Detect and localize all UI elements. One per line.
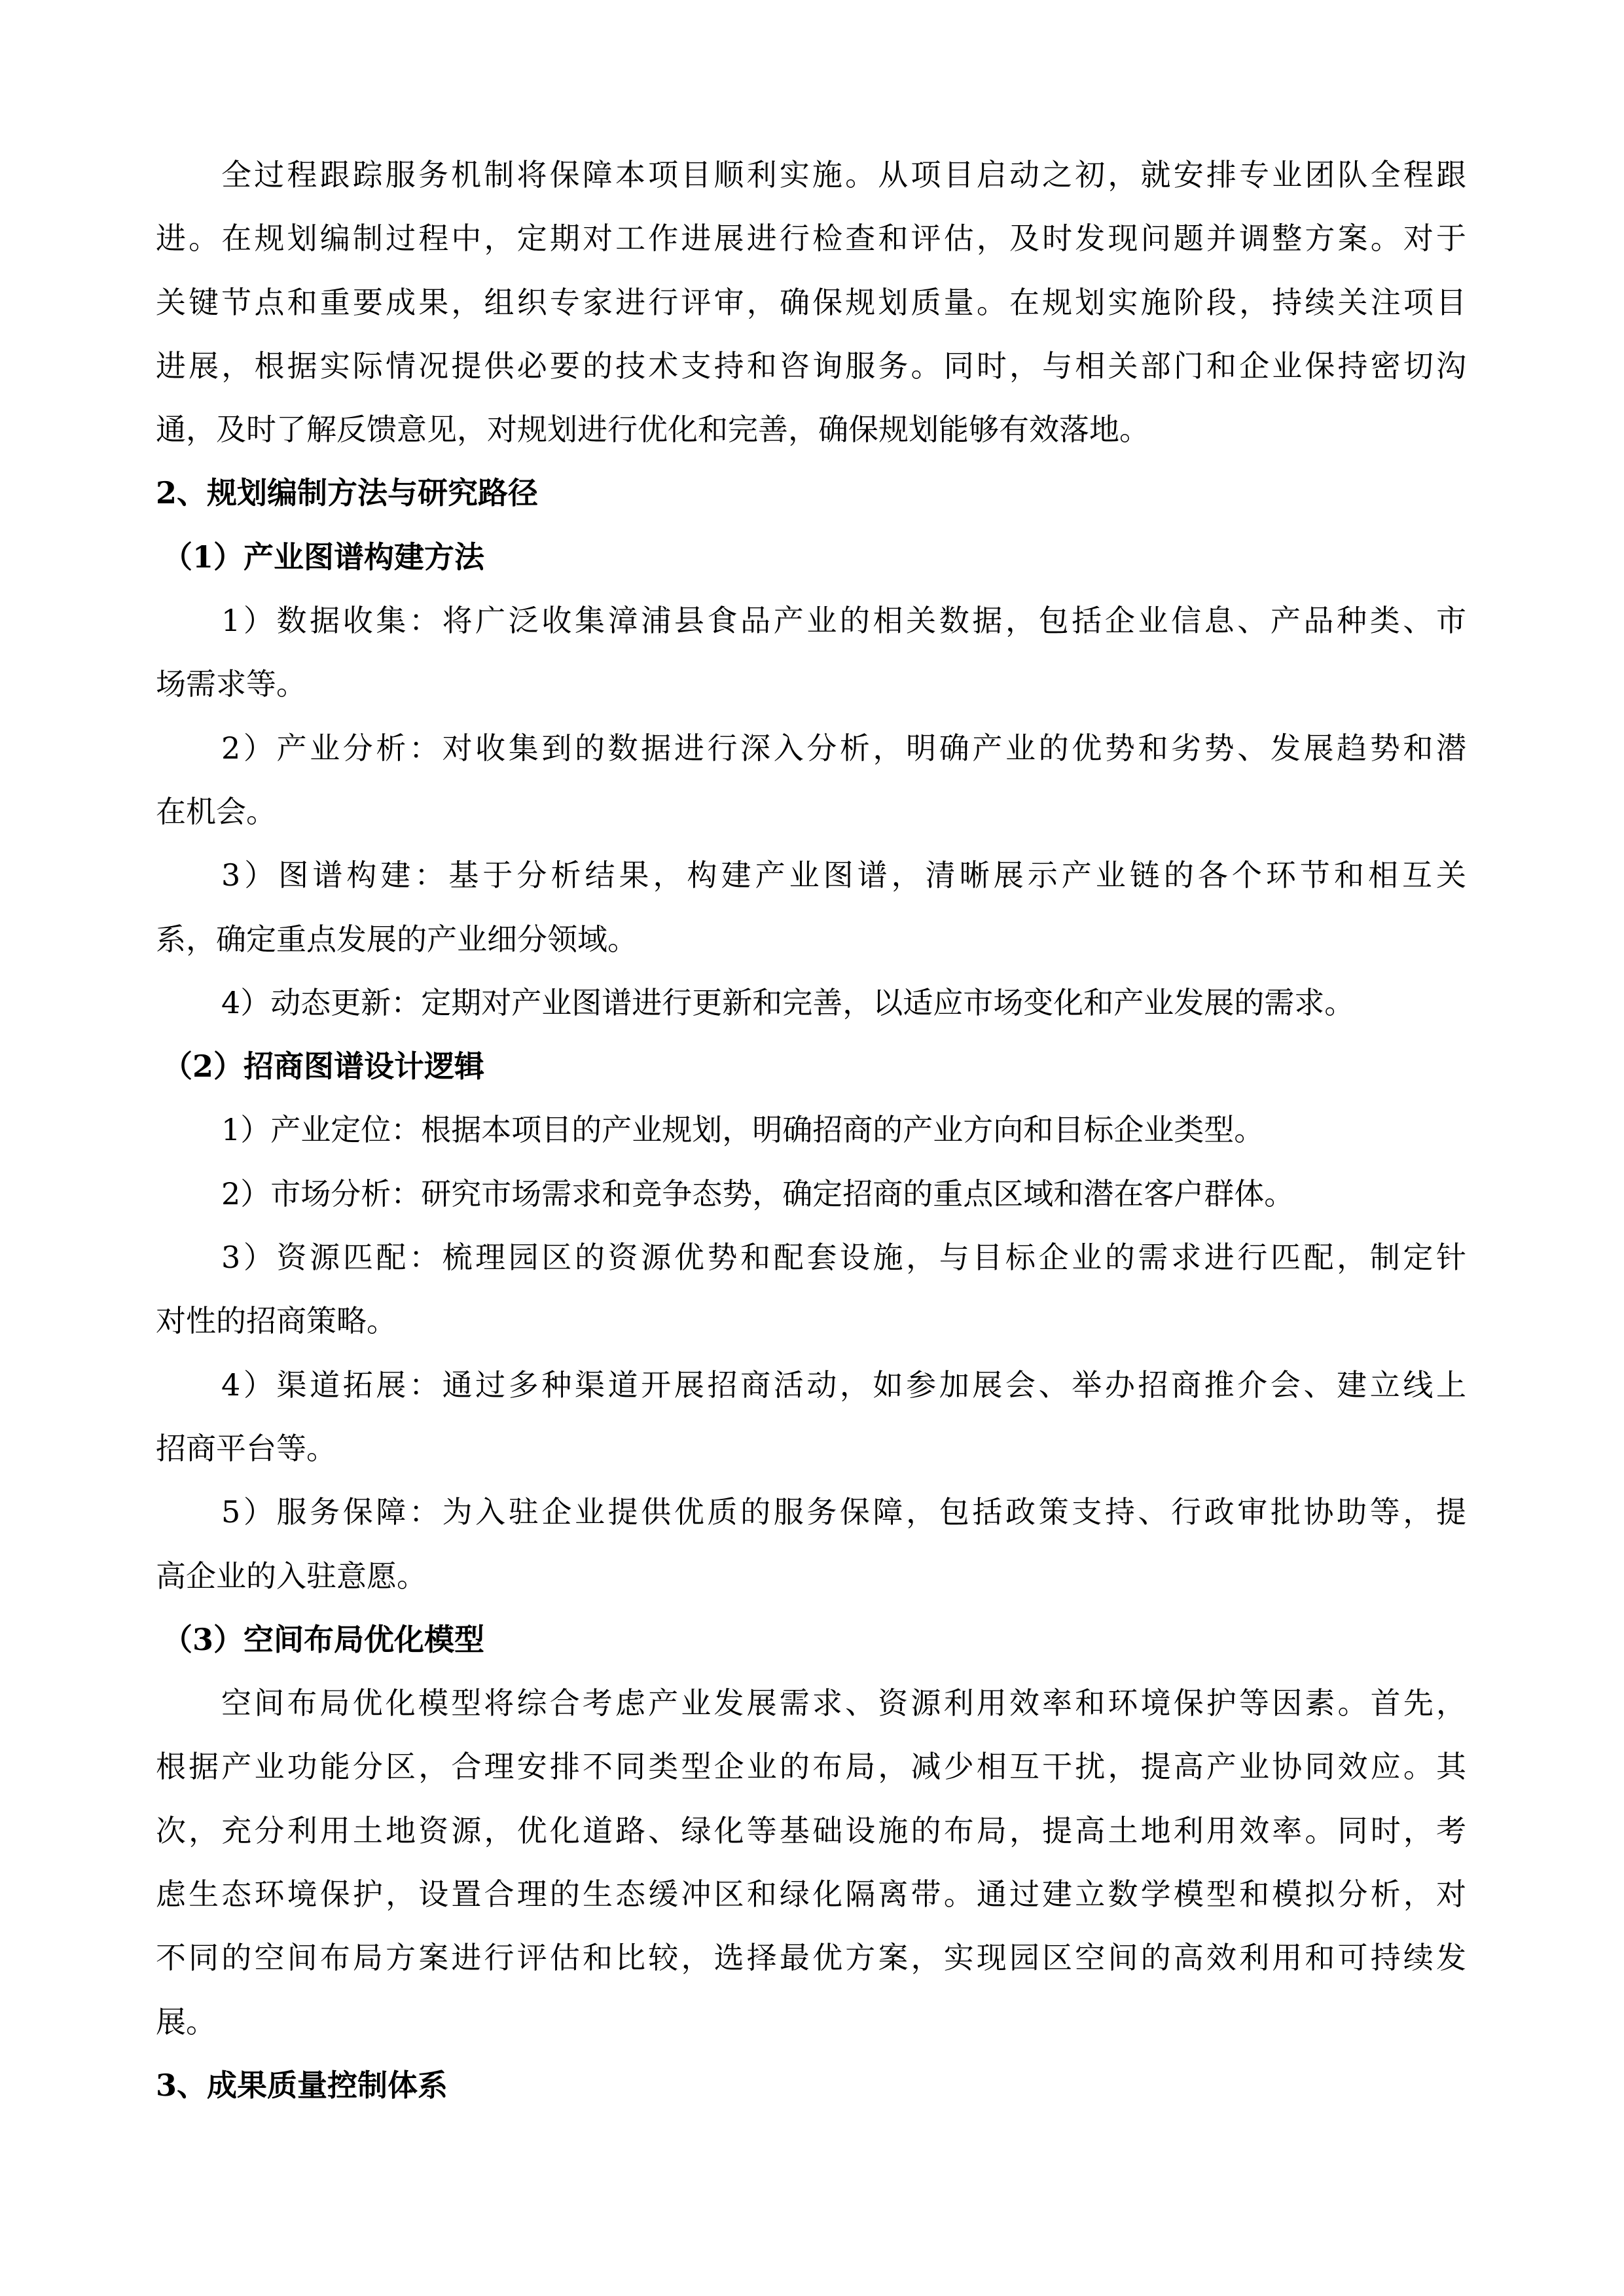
- section-heading: 3、成果质量控制体系: [156, 2067, 448, 2103]
- list-item: [156, 1480, 1466, 1608]
- paragraph-line: 虑生态环境保护，设置合理的生态缓冲区和绿化隔离带。通过建立数学模型和模拟分析，对: [156, 1876, 1466, 1912]
- document-page: [156, 143, 1466, 2117]
- paragraph-line: 对性的招商策略。: [156, 1303, 397, 1339]
- paragraph-line: 2）产业分析：对收集到的数据进行深入分析，明确产业的优势和劣势、发展趋势和潜: [221, 730, 1466, 766]
- paragraph-line: 次，充分利用土地资源，优化道路、绿化等基础设施的布局，提高土地利用效率。同时，考: [156, 1812, 1466, 1848]
- subsection-investment-map: [156, 1035, 1466, 1608]
- list-item: [156, 1354, 1466, 1481]
- section-2: [156, 461, 1466, 2053]
- paragraph-line: 全过程跟踪服务机制将保障本项目顺利实施。从项目启动之初，就安排专业团队全程跟: [221, 157, 1466, 192]
- paragraph-line: 系，确定重点发展的产业细分领域。: [156, 921, 638, 957]
- paragraph-line: 5）服务保障：为入驻企业提供优质的服务保障，包括政策支持、行政审批协助等，提: [221, 1494, 1466, 1530]
- list-item: [156, 1162, 1466, 1226]
- list-item: [156, 589, 1466, 717]
- paragraph-line: 在机会。: [156, 793, 276, 829]
- paragraph-line: 3）图谱构建：基于分析结果，构建产业图谱，清晰展示产业链的各个环节和相互关: [221, 857, 1466, 893]
- paragraph-line: 进。在规划编制过程中，定期对工作进展进行检查和评估，及时发现问题并调整方案。对于: [156, 221, 1466, 257]
- intro-paragraph: [156, 143, 1466, 461]
- section-3: [156, 2054, 1466, 2117]
- paragraph-line: 高企业的入驻意愿。: [156, 1558, 427, 1594]
- subsection-industry-map: [156, 526, 1466, 1035]
- paragraph-line: 展。: [156, 2003, 216, 2039]
- list-item: [156, 844, 1466, 971]
- subsection-heading: （1）产业图谱构建方法: [162, 539, 485, 575]
- spatial-layout-paragraph: [156, 1672, 1466, 2054]
- paragraph-line: 招商平台等。: [156, 1430, 336, 1466]
- subsection-heading: （3）空间布局优化模型: [162, 1621, 485, 1657]
- paragraph-line: 关键节点和重要成果，组织专家进行评审，确保规划质量。在规划实施阶段，持续关注项目: [156, 284, 1466, 320]
- paragraph-line: 4）渠道拓展：通过多种渠道开展招商活动，如参加展会、举办招商推介会、建立线上: [221, 1367, 1466, 1403]
- paragraph-line: 2）市场分析：研究市场需求和竞争态势，确定招商的重点区域和潜在客户群体。: [221, 1175, 1295, 1211]
- paragraph-line: 4）动态更新：定期对产业图谱进行更新和完善，以适应市场变化和产业发展的需求。: [221, 984, 1355, 1020]
- paragraph-line: 根据产业功能分区，合理安排不同类型企业的布局，减少相互干扰，提高产业协同效应。其: [156, 1749, 1466, 1785]
- paragraph-line: 1）产业定位：根据本项目的产业规划，明确招商的产业方向和目标企业类型。: [221, 1112, 1265, 1148]
- list-item: [156, 1098, 1466, 1162]
- paragraph-line: 1）数据收集：将广泛收集漳浦县食品产业的相关数据，包括企业信息、产品种类、市: [221, 603, 1466, 639]
- list-item: [156, 971, 1466, 1035]
- list-item: [156, 717, 1466, 844]
- subsection-spatial-layout: [156, 1608, 1466, 2054]
- section-heading: 2、规划编制方法与研究路径: [156, 475, 539, 511]
- paragraph-line: 3）资源匹配：梳理园区的资源优势和配套设施，与目标企业的需求进行匹配，制定针: [221, 1240, 1466, 1276]
- paragraph-line: 场需求等。: [156, 666, 306, 702]
- paragraph-line: 进展，根据实际情况提供必要的技术支持和咨询服务。同时，与相关部门和企业保持密切沟: [156, 348, 1466, 384]
- subsection-heading: （2）招商图谱设计逻辑: [162, 1049, 485, 1085]
- list-item: [156, 1226, 1466, 1354]
- paragraph-line: 通，及时了解反馈意见，对规划进行优化和完善，确保规划能够有效落地。: [156, 412, 1149, 448]
- paragraph-line: 空间布局优化模型将综合考虑产业发展需求、资源利用效率和环境保护等因素。首先，: [221, 1685, 1466, 1721]
- paragraph-line: 不同的空间布局方案进行评估和比较，选择最优方案，实现园区空间的高效利用和可持续发: [156, 1940, 1466, 1976]
